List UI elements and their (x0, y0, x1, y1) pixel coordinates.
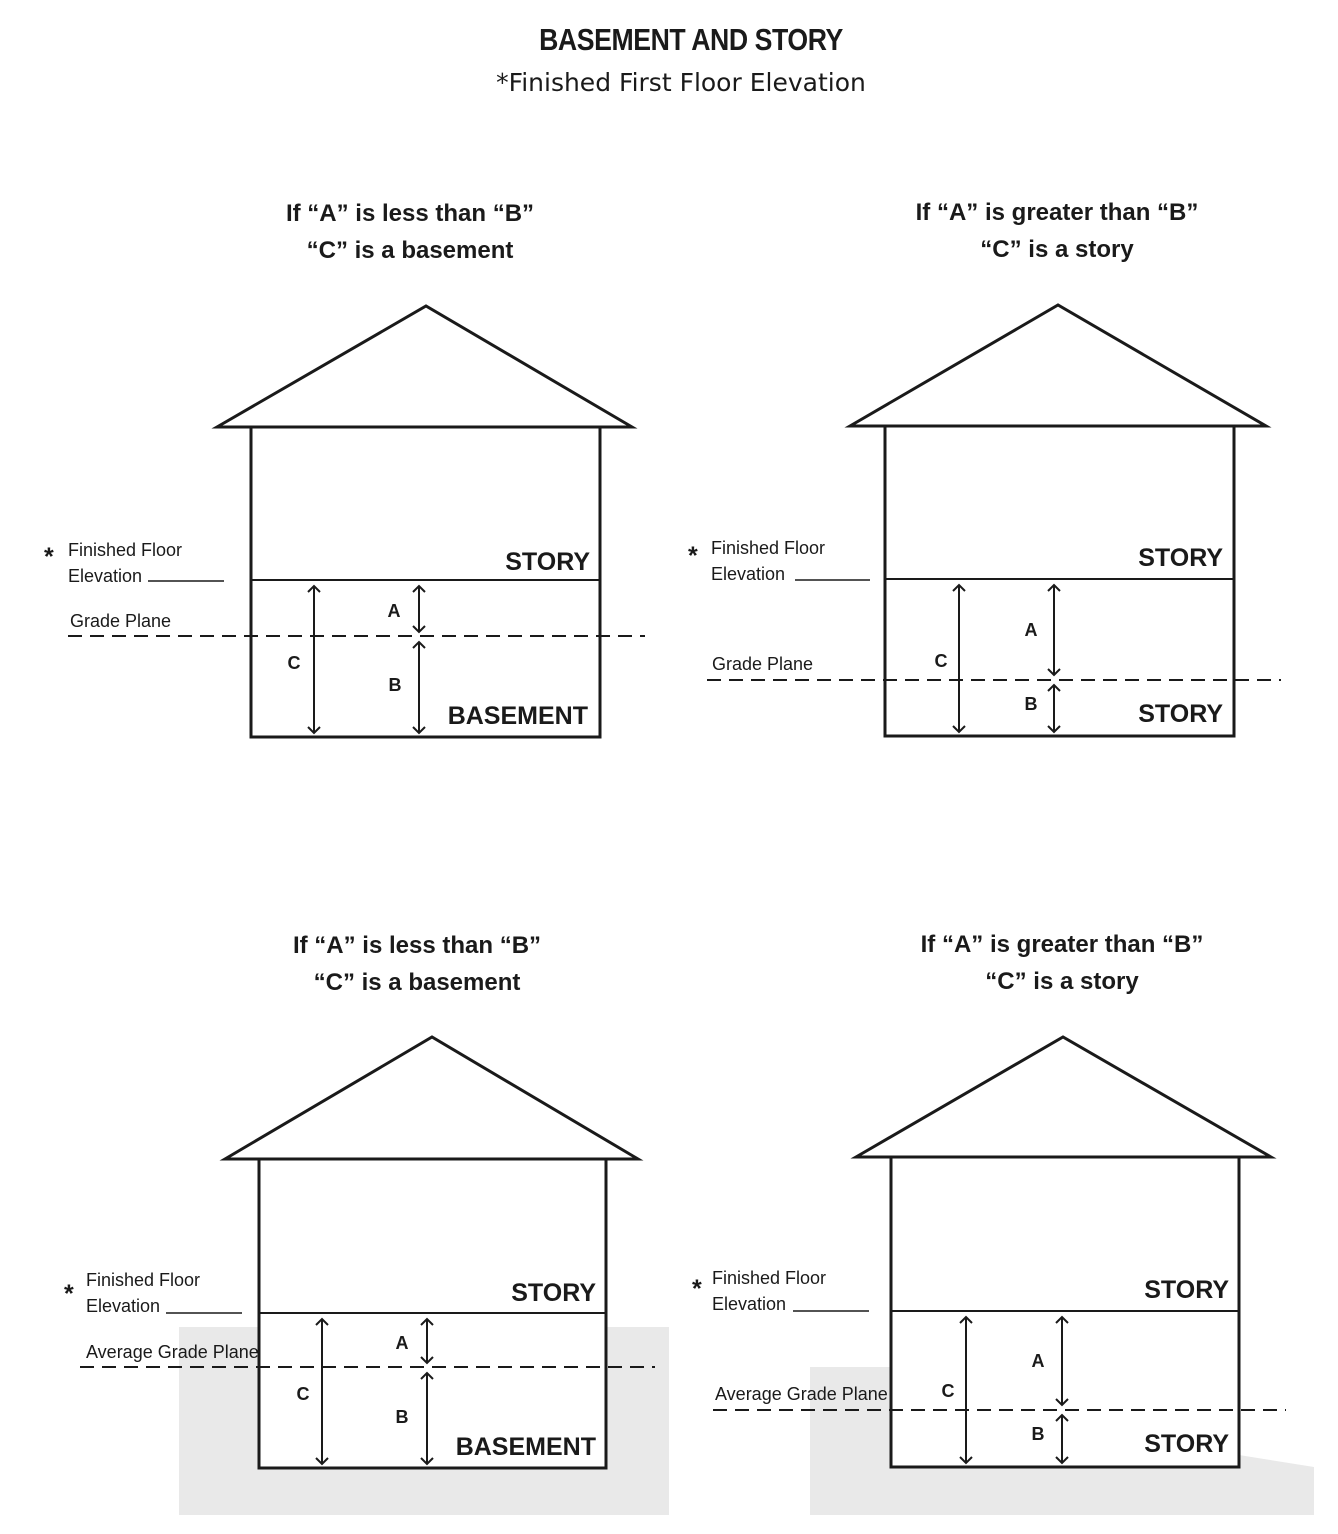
lower-level-label: STORY (1144, 1430, 1229, 1458)
diagram-panel-basement-average-grade (0, 767, 669, 1534)
caption-line-1: If “A” is less than “B” (285, 200, 535, 227)
dimension-a-label: A (387, 601, 401, 621)
elevation-label: Elevation (711, 564, 786, 584)
dimension-c-label: C (287, 653, 301, 673)
page-subtitle: *Finished First Floor Elevation (496, 68, 866, 97)
dimension-b-label: B (1031, 1424, 1045, 1444)
finished-floor-label: Finished Floor (711, 538, 826, 558)
dimension-a-label: A (395, 1333, 409, 1353)
story-label: STORY (505, 548, 590, 576)
story-label: STORY (1144, 1276, 1229, 1304)
dimension-b-label: B (395, 1407, 409, 1427)
house-wall (251, 427, 600, 737)
diagram-panel-basement-grade-plane (0, 0, 669, 767)
elevation-label: Elevation (86, 1296, 161, 1316)
dimension-c-label: C (934, 651, 948, 671)
dimension-a-label: A (1024, 620, 1038, 640)
story-label: STORY (1138, 544, 1223, 572)
elevation-label: Elevation (68, 566, 143, 586)
caption-line-1: If “A” is less than “B” (292, 932, 542, 959)
lower-level-label: STORY (1138, 700, 1223, 728)
caption-line-2: “C” is a story (985, 968, 1139, 995)
dimension-c-label: C (941, 1381, 955, 1401)
roof (225, 1037, 638, 1159)
story-label: STORY (511, 1279, 596, 1307)
caption-line-1: If “A” is greater than “B” (915, 199, 1199, 226)
dimension-c-label: C (296, 1384, 310, 1404)
caption-line-2: “C” is a story (980, 236, 1134, 263)
diagram-panel-story-grade-plane (669, 0, 1338, 767)
asterisk-icon: * (692, 1275, 702, 1303)
dimension-b-label: B (1024, 694, 1038, 714)
lower-level-label: BASEMENT (447, 702, 588, 730)
asterisk-icon: * (688, 542, 698, 570)
dimension-a-label: A (1031, 1351, 1045, 1371)
caption-line-1: If “A” is greater than “B” (920, 931, 1204, 958)
elevation-label: Elevation (712, 1294, 787, 1314)
roof (217, 306, 632, 427)
caption-line-2: “C” is a basement (306, 237, 514, 264)
caption-line-2: “C” is a basement (313, 969, 521, 996)
roof (850, 305, 1266, 426)
diagram-panel-story-average-grade (669, 767, 1338, 1534)
finished-floor-label: Finished Floor (86, 1270, 201, 1290)
lower-level-label: BASEMENT (455, 1433, 596, 1461)
asterisk-icon: * (44, 543, 54, 571)
house-wall (885, 426, 1234, 736)
grade-plane-label: Grade Plane (70, 611, 172, 631)
asterisk-icon: * (64, 1280, 74, 1308)
average-grade-plane-label: Average Grade Plane (715, 1384, 888, 1404)
finished-floor-label: Finished Floor (712, 1268, 827, 1288)
finished-floor-label: Finished Floor (68, 540, 183, 560)
page-title: BASEMENT AND STORY (539, 22, 843, 57)
average-grade-plane-label: Average Grade Plane (86, 1342, 259, 1362)
dimension-b-label: B (388, 675, 402, 695)
grade-plane-label: Grade Plane (712, 654, 814, 674)
roof (856, 1037, 1271, 1157)
